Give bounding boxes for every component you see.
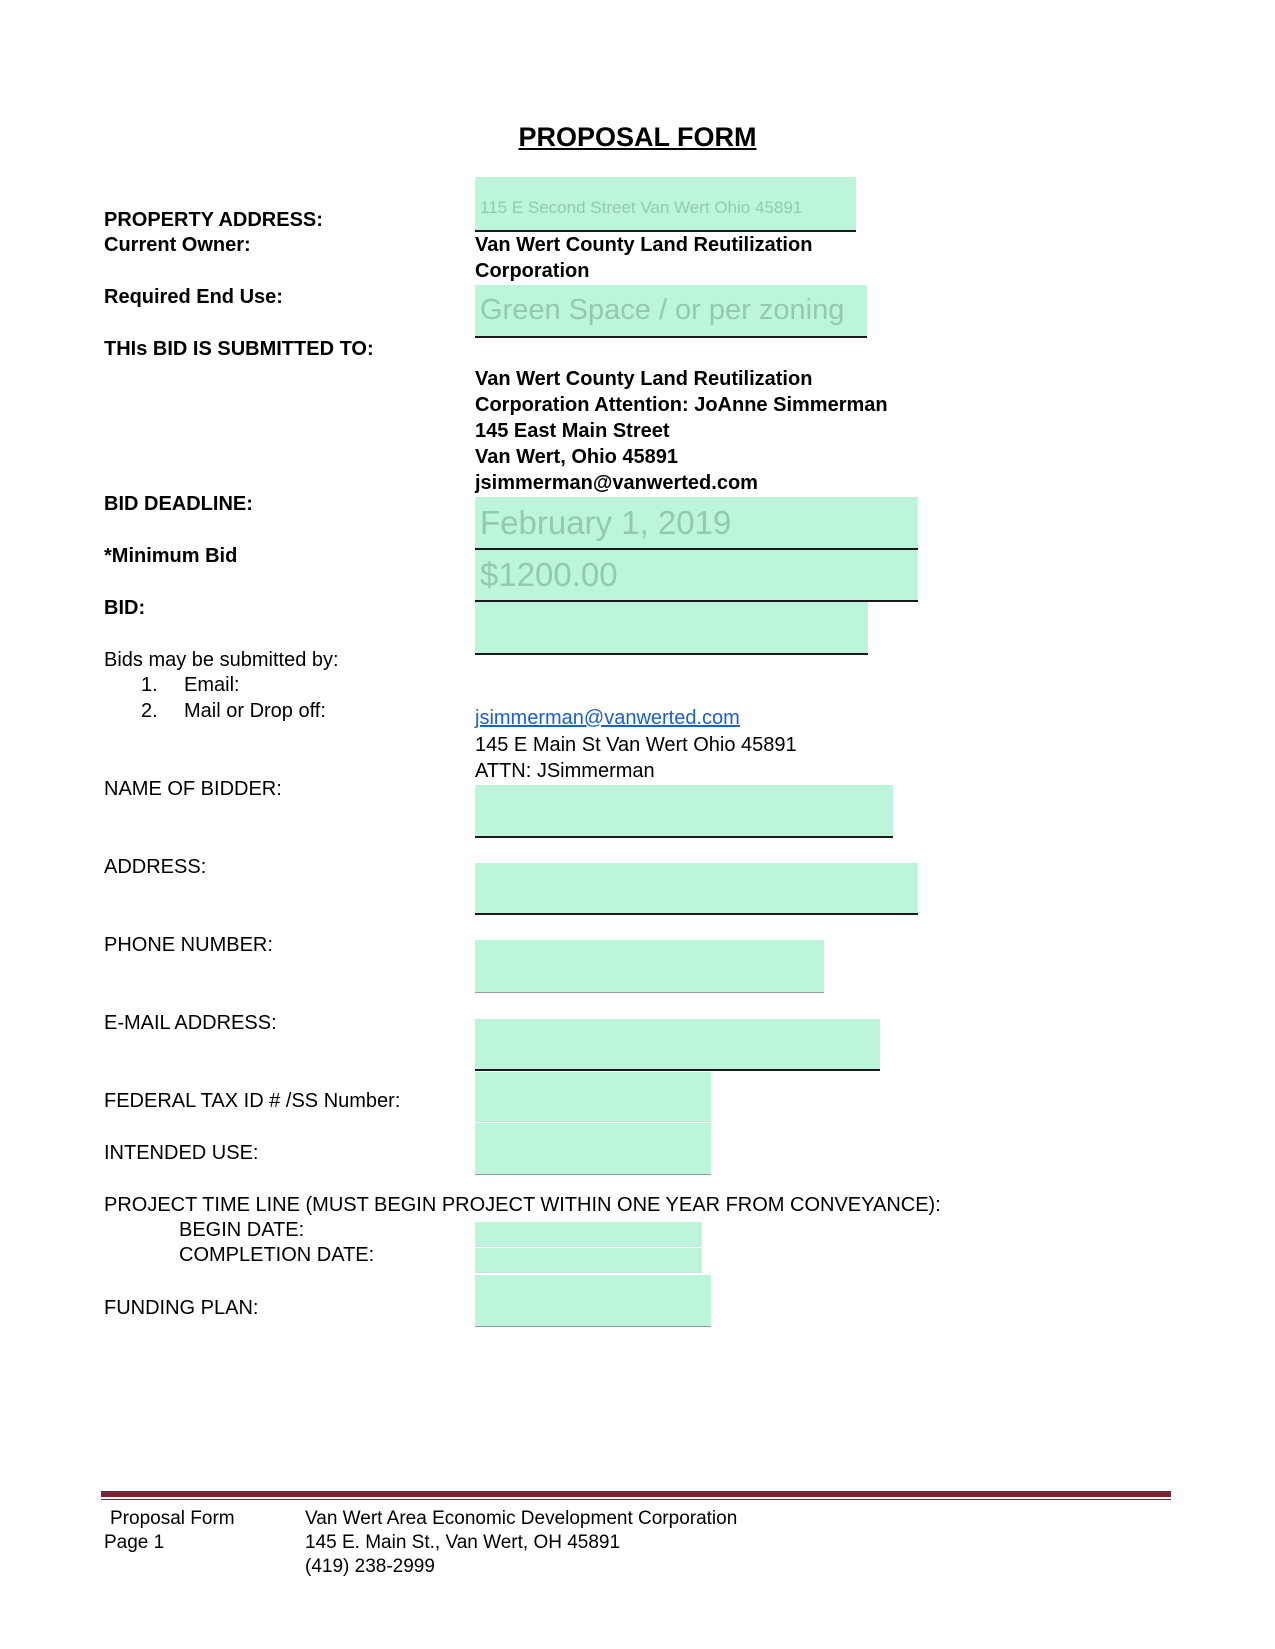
current-owner-line1: Van Wert County Land Reutilization [475, 234, 813, 256]
method-1-number: 1. [141, 674, 158, 696]
label-address: ADDRESS: [104, 856, 207, 878]
funding-plan-input[interactable] [475, 1275, 711, 1327]
current-owner-line2: Corporation [475, 260, 590, 282]
method-2-label: Mail or Drop off: [184, 700, 326, 722]
mail-attn: ATTN: JSimmerman [475, 760, 655, 782]
submitted-to-line2: Corporation Attention: JoAnne Simmerman [475, 394, 888, 416]
address-input[interactable] [475, 863, 918, 915]
email-link[interactable]: jsimmerman@vanwerted.com [475, 707, 740, 729]
required-end-use-field[interactable]: Green Space / or per zoning [475, 285, 867, 338]
tax-id-input[interactable] [475, 1072, 711, 1122]
footer-rule-thick [101, 1491, 1171, 1497]
footer-doc-name: Proposal Form [110, 1508, 235, 1529]
label-property-address: PROPERTY ADDRESS: [104, 209, 323, 231]
bid-input[interactable] [475, 602, 868, 655]
intended-use-input[interactable] [475, 1123, 711, 1175]
label-required-end-use: Required End Use: [104, 286, 283, 308]
label-begin-date: BEGIN DATE: [179, 1219, 305, 1241]
label-phone: PHONE NUMBER: [104, 934, 273, 956]
submitted-to-line4: Van Wert, Ohio 45891 [475, 446, 679, 468]
label-current-owner: Current Owner: [104, 234, 251, 256]
begin-date-input[interactable] [475, 1222, 702, 1247]
label-minimum-bid: *Minimum Bid [104, 545, 238, 567]
phone-input[interactable] [475, 940, 824, 993]
mail-address: 145 E Main St Van Wert Ohio 45891 [475, 734, 797, 756]
label-funding-plan: FUNDING PLAN: [104, 1297, 259, 1319]
submitted-to-email: jsimmerman@vanwerted.com [475, 472, 758, 494]
label-email: E-MAIL ADDRESS: [104, 1012, 277, 1034]
method-1-label: Email: [184, 674, 240, 696]
label-bid-deadline: BID DEADLINE: [104, 493, 253, 515]
label-name-of-bidder: NAME OF BIDDER: [104, 778, 282, 800]
label-completion-date: COMPLETION DATE: [179, 1244, 375, 1266]
minimum-bid-field[interactable]: $1200.00 [475, 550, 918, 602]
method-2-number: 2. [141, 700, 158, 722]
page-title: PROPOSAL FORM [518, 122, 757, 152]
label-timeline: PROJECT TIME LINE (MUST BEGIN PROJECT WITHIN ONE YEAR FROM CONVEYANCE): [104, 1194, 941, 1216]
submitted-to-line1: Van Wert County Land Reutilization [475, 368, 813, 390]
footer-page-number: Page 1 [104, 1532, 165, 1553]
property-address-field[interactable]: 115 E Second Street Van Wert Ohio 45891 [475, 177, 856, 232]
label-submitted-to: THIs BID IS SUBMITTED TO: [104, 338, 374, 360]
bid-deadline-field[interactable]: February 1, 2019 [475, 497, 918, 550]
submitted-to-line3: 145 East Main Street [475, 420, 670, 442]
label-bid: BID: [104, 597, 146, 619]
completion-date-input[interactable] [475, 1248, 702, 1273]
footer-org-address: 145 E. Main St., Van Wert, OH 45891 [305, 1532, 621, 1553]
footer-org-name: Van Wert Area Economic Development Corporation [305, 1508, 738, 1529]
footer-org-phone: (419) 238-2999 [305, 1556, 435, 1577]
label-tax-id: FEDERAL TAX ID # /SS Number: [104, 1090, 401, 1112]
email-input[interactable] [475, 1019, 880, 1071]
footer-rule-thin [101, 1499, 1171, 1500]
label-intended-use: INTENDED USE: [104, 1142, 259, 1164]
label-bids-may: Bids may be submitted by: [104, 649, 339, 671]
name-of-bidder-input[interactable] [475, 785, 893, 838]
